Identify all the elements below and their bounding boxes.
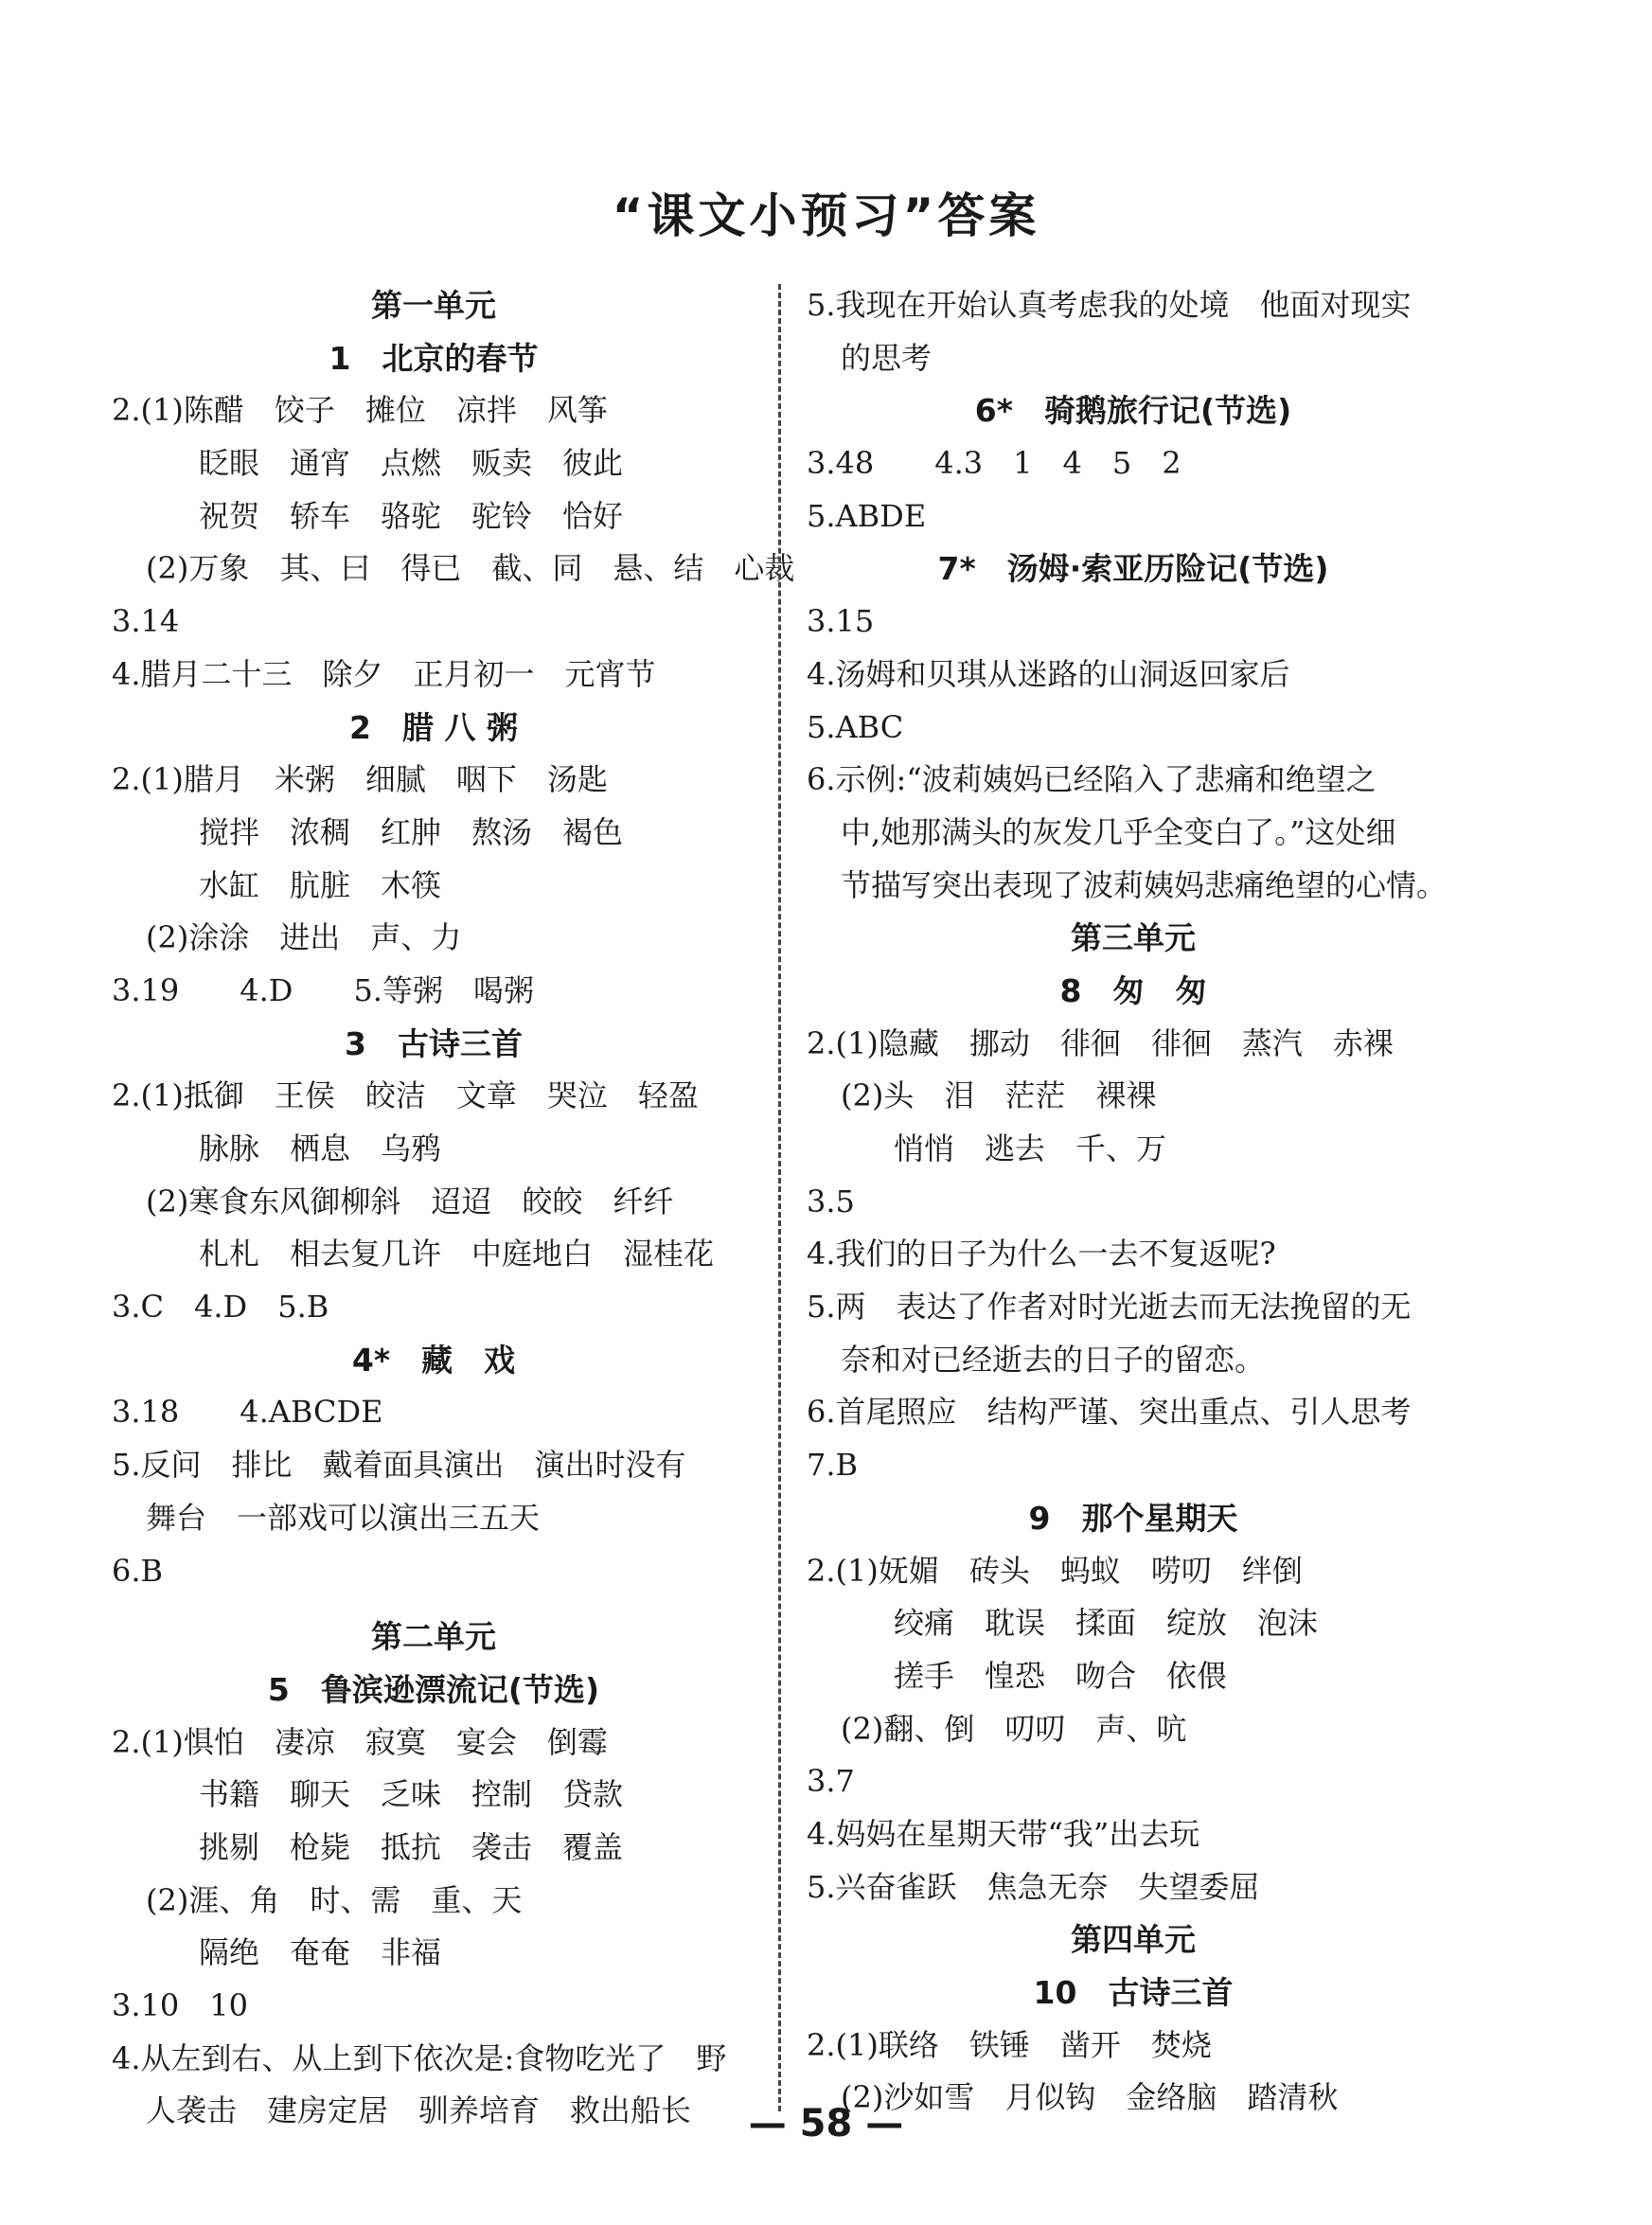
answer-line: 7.B bbox=[807, 1447, 859, 1484]
answer-line: 隔绝 奄奄 非福 bbox=[199, 1934, 442, 1971]
answer-line: 札札 相去复几许 中庭地白 湿桂花 bbox=[199, 1236, 715, 1273]
answer-line: 人袭击 建房定居 驯养培育 救出船长 bbox=[146, 2092, 692, 2129]
answer-line: (2)涂涂 进出 声、力 bbox=[146, 919, 462, 956]
answer-line: 绞痛 耽误 揉面 绽放 泡沫 bbox=[894, 1605, 1319, 1642]
page-title: “课文小预习”答案 bbox=[612, 188, 1040, 243]
answer-line: 2.(1)惧怕 凄凉 寂寞 宴会 倒霉 bbox=[112, 1723, 608, 1760]
answer-line: 悄悄 逃去 千、万 bbox=[894, 1130, 1167, 1166]
section-heading: 5 鲁滨逊漂流记(节选) bbox=[267, 1670, 600, 1708]
answer-line: 奈和对已经逝去的日子的留恋。 bbox=[841, 1341, 1266, 1378]
answer-line: 节描写突出表现了波莉姨妈悲痛绝望的心情。 bbox=[841, 866, 1448, 903]
answer-line: (2)头 泪 茫茫 裸裸 bbox=[841, 1077, 1157, 1114]
section-heading: 3 古诗三首 bbox=[345, 1024, 523, 1062]
answer-line: 3.5 bbox=[807, 1183, 855, 1219]
answer-line: 搓手 惶恐 吻合 依偎 bbox=[894, 1657, 1228, 1694]
answer-line: 书籍 聊天 乏味 控制 贷款 bbox=[199, 1776, 624, 1813]
answer-line: 眨眼 通宵 点燃 贩卖 彼此 bbox=[199, 445, 624, 482]
right-column bbox=[807, 279, 1460, 2125]
answer-line: 5.我现在开始认真考虑我的处境 他面对现实 bbox=[807, 287, 1412, 323]
column-divider bbox=[778, 284, 781, 2111]
page-number: — 58 — bbox=[748, 2102, 904, 2145]
section-heading: 第一单元 bbox=[371, 287, 496, 324]
answer-line: 3.48 4.3 1 4 5 2 bbox=[807, 445, 1181, 482]
section-heading: 1 北京的春节 bbox=[329, 339, 539, 377]
section-heading: 10 古诗三首 bbox=[1033, 1974, 1234, 2011]
answer-line: 3.10 10 bbox=[112, 1987, 248, 2023]
answer-line: 搅拌 浓稠 红肿 熬汤 褐色 bbox=[199, 813, 624, 850]
answer-line: 5.两 表达了作者对时光逝去而无法挽留的无 bbox=[807, 1289, 1412, 1326]
answer-line: 3.18 4.ABCDE bbox=[112, 1394, 383, 1431]
answer-line: 中,她那满头的灰发几乎全变白了。”这处细 bbox=[841, 813, 1396, 850]
answer-line: 2.(1)联络 铁锤 凿开 焚烧 bbox=[807, 2026, 1212, 2063]
section-heading: 6* 骑鹅旅行记(节选) bbox=[974, 392, 1292, 430]
section-heading: 7* 汤姆·索亚历险记(节选) bbox=[937, 550, 1329, 588]
answer-line: 3.14 bbox=[112, 603, 180, 640]
answer-line: 2.(1)腊月 米粥 细腻 咽下 汤匙 bbox=[112, 761, 608, 798]
answer-line: 3.15 bbox=[807, 603, 875, 640]
answer-line: 水缸 肮脏 木筷 bbox=[199, 866, 442, 903]
section-heading: 4* 藏 戏 bbox=[351, 1341, 516, 1379]
answer-line: 5.反问 排比 戴着面具演出 演出时没有 bbox=[112, 1447, 686, 1484]
answer-line: 2.(1)陈醋 饺子 摊位 凉拌 风筝 bbox=[112, 392, 608, 429]
section-heading: 第四单元 bbox=[1071, 1921, 1196, 1959]
answer-line: (2)涯、角 时、需 重、天 bbox=[146, 1881, 523, 1918]
answer-line: 6.示例:“波莉姨妈已经陷入了悲痛和绝望之 bbox=[807, 761, 1377, 798]
answer-line: 舞台 一部戏可以演出三五天 bbox=[146, 1499, 541, 1536]
answer-line: 2.(1)隐藏 挪动 徘徊 徘徊 蒸汽 赤裸 bbox=[807, 1024, 1394, 1061]
answer-line: 2.(1)妩媚 砖头 蚂蚁 唠叨 绊倒 bbox=[807, 1552, 1303, 1589]
answer-line: 4.腊月二十三 除夕 正月初一 元宵节 bbox=[112, 655, 656, 692]
answer-line: 挑剔 枪毙 抵抗 袭击 覆盖 bbox=[199, 1828, 624, 1865]
answer-line: 5.ABC bbox=[807, 708, 904, 745]
answer-line: 4.从左到右、从上到下依次是:食物吃光了 野 bbox=[112, 2039, 727, 2076]
answer-line: (2)翻、倒 叨叨 声、吭 bbox=[841, 1710, 1187, 1747]
answer-line: (2)沙如雪 月似钩 金络脑 踏清秋 bbox=[841, 2079, 1339, 2116]
answer-line: 3.7 bbox=[807, 1763, 855, 1800]
answer-line: (2)寒食东风御柳斜 迢迢 皎皎 纤纤 bbox=[146, 1183, 674, 1219]
section-heading: 第三单元 bbox=[1071, 919, 1196, 957]
answer-line: 4.妈妈在星期天带“我”出去玩 bbox=[807, 1815, 1200, 1852]
section-heading: 第二单元 bbox=[371, 1618, 496, 1656]
answer-line: 3.C 4.D 5.B bbox=[112, 1289, 329, 1326]
answer-line: 祝贺 轿车 骆驼 驼铃 恰好 bbox=[199, 497, 624, 534]
section-heading: 8 匆 匆 bbox=[1059, 971, 1207, 1009]
answer-line: 2.(1)抵御 王侯 皎洁 文章 哭泣 轻盈 bbox=[112, 1077, 699, 1114]
answer-line: 5.兴奋雀跃 焦急无奈 失望委屈 bbox=[807, 1868, 1260, 1905]
answer-line: 4.汤姆和贝琪从迷路的山洞返回家后 bbox=[807, 655, 1290, 692]
left-column bbox=[112, 279, 795, 2138]
answer-line: 4.我们的日子为什么一去不复返呢? bbox=[807, 1236, 1276, 1273]
answer-line: 6.首尾照应 结构严谨、突出重点、引人思考 bbox=[807, 1394, 1412, 1431]
answer-line: 脉脉 栖息 乌鸦 bbox=[199, 1130, 442, 1166]
answer-line: (2)万象 其、曰 得已 截、同 悬、结 心裁 bbox=[146, 550, 795, 587]
section-heading: 2 腊 八 粥 bbox=[349, 708, 518, 746]
answer-line: 5.ABDE bbox=[807, 497, 927, 534]
answer-line: 的思考 bbox=[841, 339, 933, 376]
answer-line: 6.B bbox=[112, 1552, 164, 1589]
section-heading: 9 那个星期天 bbox=[1028, 1499, 1238, 1537]
answer-line: 3.19 4.D 5.等粥 喝粥 bbox=[112, 971, 534, 1008]
